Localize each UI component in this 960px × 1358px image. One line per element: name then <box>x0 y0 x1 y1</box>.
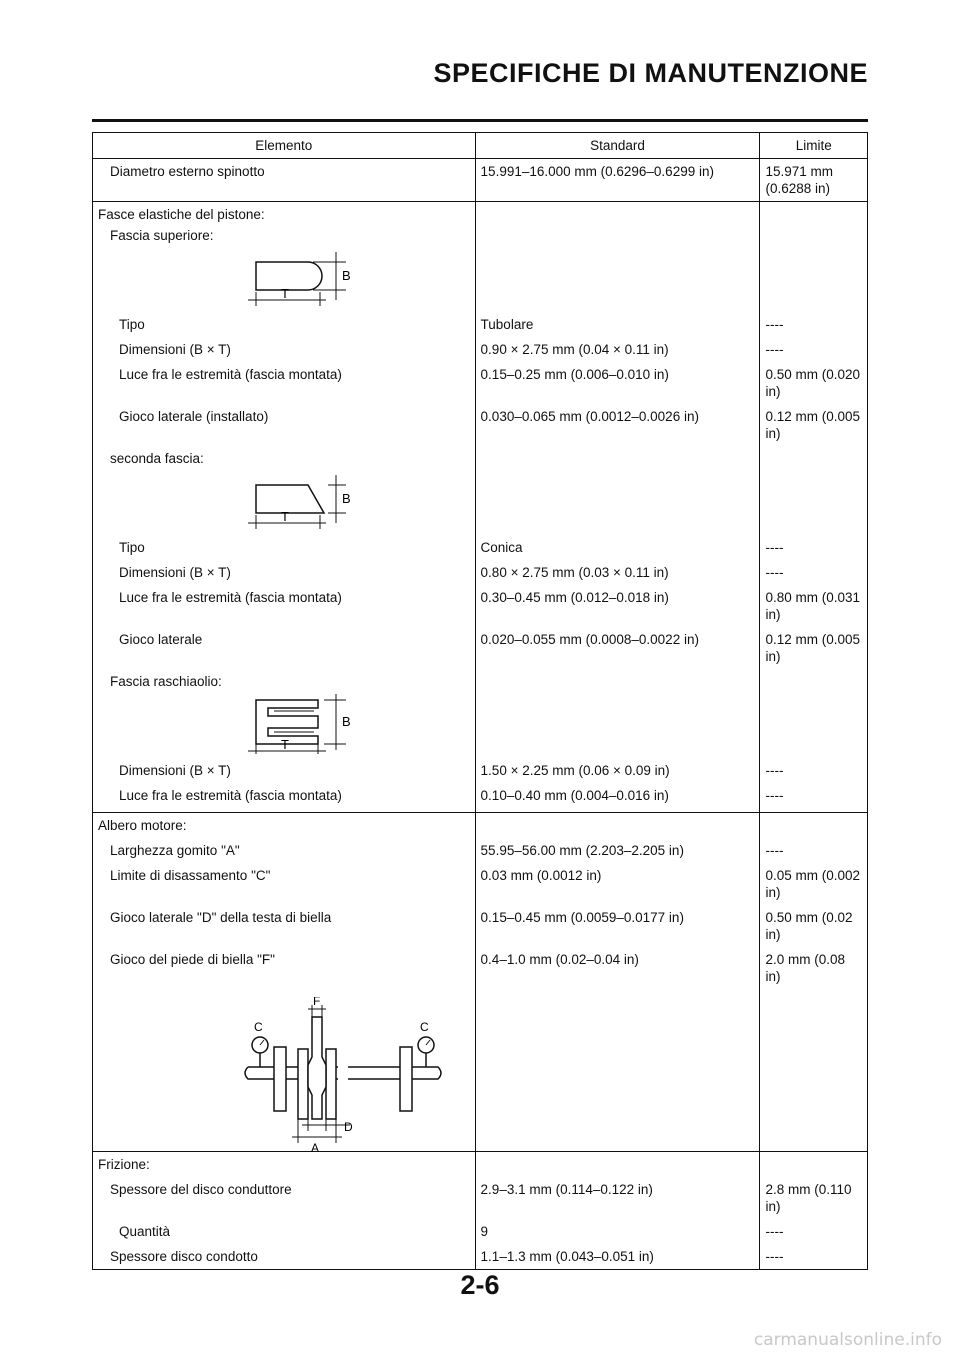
row-limit: ---- <box>760 1219 868 1244</box>
row-item: Luce fra le estremità (fascia montata) <box>119 788 342 803</box>
oil-ring-figure <box>248 694 448 754</box>
table-row <box>93 535 868 560</box>
table-row <box>93 627 868 669</box>
subsection-title: Fascia raschiaolio: <box>110 674 222 689</box>
row-item: Limite di disassamento "C" <box>110 868 271 883</box>
dim-c-right-label: C <box>420 1020 429 1034</box>
row-limit: ---- <box>760 337 868 362</box>
row-standard: 0.15–0.45 mm (0.0059–0.0177 in) <box>475 905 760 947</box>
row-standard: 0.30–0.45 mm (0.012–0.018 in) <box>475 585 760 627</box>
row-standard: 0.80 × 2.75 mm (0.03 × 0.11 in) <box>475 560 760 585</box>
row-limit: ---- <box>760 535 868 560</box>
row-limit: 0.50 mm (0.020 in) <box>760 362 868 404</box>
row-standard: 1.50 × 2.25 mm (0.06 × 0.09 in) <box>475 758 760 783</box>
table-row <box>93 1244 868 1270</box>
table-row <box>93 1219 868 1244</box>
table-row <box>93 404 868 446</box>
table-row <box>93 1152 868 1178</box>
table-row <box>93 312 868 337</box>
subsection-title: Fascia superiore: <box>110 228 214 243</box>
row-item: Gioco laterale <box>119 632 203 647</box>
row-standard: 0.90 × 2.75 mm (0.04 × 0.11 in) <box>475 337 760 362</box>
figure-row <box>93 248 868 312</box>
col-header-elemento: Elemento <box>93 133 476 159</box>
table-row <box>93 585 868 627</box>
row-limit: 0.80 mm (0.031 in) <box>760 585 868 627</box>
page-title: SPECIFICHE DI MANUTENZIONE <box>433 58 868 88</box>
row-item: Quantità <box>119 1224 171 1239</box>
dim-t-label: T <box>281 286 289 301</box>
row-item: Diametro esterno spinotto <box>110 164 265 179</box>
second-ring-figure <box>248 471 448 531</box>
table-row <box>93 838 868 863</box>
dim-f-label: F <box>313 997 321 1008</box>
row-standard: 55.95–56.00 mm (2.203–2.205 in) <box>475 838 760 863</box>
table-header-row <box>93 133 868 159</box>
dim-b-label: B <box>342 714 351 729</box>
row-item: Luce fra le estremità (fascia montata) <box>119 590 342 605</box>
row-limit: ---- <box>760 1244 868 1270</box>
crankshaft-figure <box>238 997 458 1155</box>
row-item: Luce fra le estremità (fascia montata) <box>119 367 342 382</box>
dim-a-label: A <box>311 1141 320 1155</box>
row-item: Larghezza gomito "A" <box>110 843 240 858</box>
dim-t-label: T <box>281 509 289 524</box>
title-rule <box>92 119 868 122</box>
row-limit: ---- <box>760 783 868 813</box>
page-number: 2-6 <box>460 1270 500 1300</box>
row-standard: 1.1–1.3 mm (0.043–0.051 in) <box>475 1244 760 1270</box>
watermark: carmanualsonline.info <box>753 1330 942 1350</box>
col-header-limite: Limite <box>760 133 868 159</box>
section-title: Frizione: <box>98 1157 150 1172</box>
table-row <box>93 1177 868 1219</box>
row-limit: ---- <box>760 560 868 585</box>
row-standard: 0.020–0.055 mm (0.0008–0.0022 in) <box>475 627 760 669</box>
section-title: Fasce elastiche del pistone: <box>98 207 265 222</box>
table-row <box>93 813 868 839</box>
table-row <box>93 783 868 813</box>
table-row <box>93 446 868 471</box>
spec-table <box>92 132 868 1270</box>
row-limit: 0.05 mm (0.002 in) <box>760 863 868 905</box>
row-item: Dimensioni (B × T) <box>119 565 231 580</box>
table-row <box>93 947 868 989</box>
dim-t-label: T <box>281 737 289 752</box>
row-standard: 0.030–0.065 mm (0.0012–0.0026 in) <box>475 404 760 446</box>
row-limit: ---- <box>760 312 868 337</box>
row-limit: ---- <box>760 758 868 783</box>
table-row <box>93 560 868 585</box>
table-row <box>93 863 868 905</box>
row-standard: Conica <box>475 535 760 560</box>
row-item: Spessore del disco conduttore <box>110 1182 292 1197</box>
row-standard: 0.03 mm (0.0012 in) <box>475 863 760 905</box>
row-standard: 0.10–0.40 mm (0.004–0.016 in) <box>475 783 760 813</box>
row-standard: Tubolare <box>475 312 760 337</box>
section-title: Albero motore: <box>98 818 187 833</box>
figure-row <box>93 989 868 1152</box>
row-limit: 15.971 mm (0.6288 in) <box>760 159 868 202</box>
row-item: Dimensioni (B × T) <box>119 342 231 357</box>
row-standard: 0.15–0.25 mm (0.006–0.010 in) <box>475 362 760 404</box>
row-item: Spessore disco condotto <box>110 1249 258 1264</box>
row-item: Tipo <box>119 317 145 332</box>
dim-d-label: D <box>344 1120 353 1134</box>
table-row <box>93 362 868 404</box>
row-limit: 2.0 mm (0.08 in) <box>760 947 868 989</box>
row-item: Gioco del piede di biella "F" <box>110 952 275 967</box>
figure-row <box>93 694 868 758</box>
table-row <box>93 223 868 248</box>
top-ring-figure <box>248 248 448 308</box>
row-limit: 0.50 mm (0.02 in) <box>760 905 868 947</box>
table-row <box>93 337 868 362</box>
subsection-title: seconda fascia: <box>110 451 204 466</box>
dim-b-label: B <box>342 268 351 283</box>
row-item: Gioco laterale (installato) <box>119 409 269 424</box>
row-standard: 2.9–3.1 mm (0.114–0.122 in) <box>475 1177 760 1219</box>
row-standard: 9 <box>475 1219 760 1244</box>
dim-b-label: B <box>342 491 351 506</box>
table-row <box>93 669 868 694</box>
row-standard: 15.991–16.000 mm (0.6296–0.6299 in) <box>475 159 760 202</box>
row-limit: 0.12 mm (0.005 in) <box>760 404 868 446</box>
figure-row <box>93 471 868 535</box>
table-row <box>93 159 868 202</box>
dim-c-left-label: C <box>254 1020 263 1034</box>
table-row <box>93 202 868 224</box>
table-row <box>93 905 868 947</box>
row-item: Gioco laterale "D" della testa di biella <box>110 910 332 925</box>
col-header-standard: Standard <box>475 133 760 159</box>
row-standard: 0.4–1.0 mm (0.02–0.04 in) <box>475 947 760 989</box>
row-limit: 0.12 mm (0.005 in) <box>760 627 868 669</box>
row-item: Tipo <box>119 540 145 555</box>
table-row <box>93 758 868 783</box>
row-limit: ---- <box>760 838 868 863</box>
row-limit: 2.8 mm (0.110 in) <box>760 1177 868 1219</box>
row-item: Dimensioni (B × T) <box>119 763 231 778</box>
